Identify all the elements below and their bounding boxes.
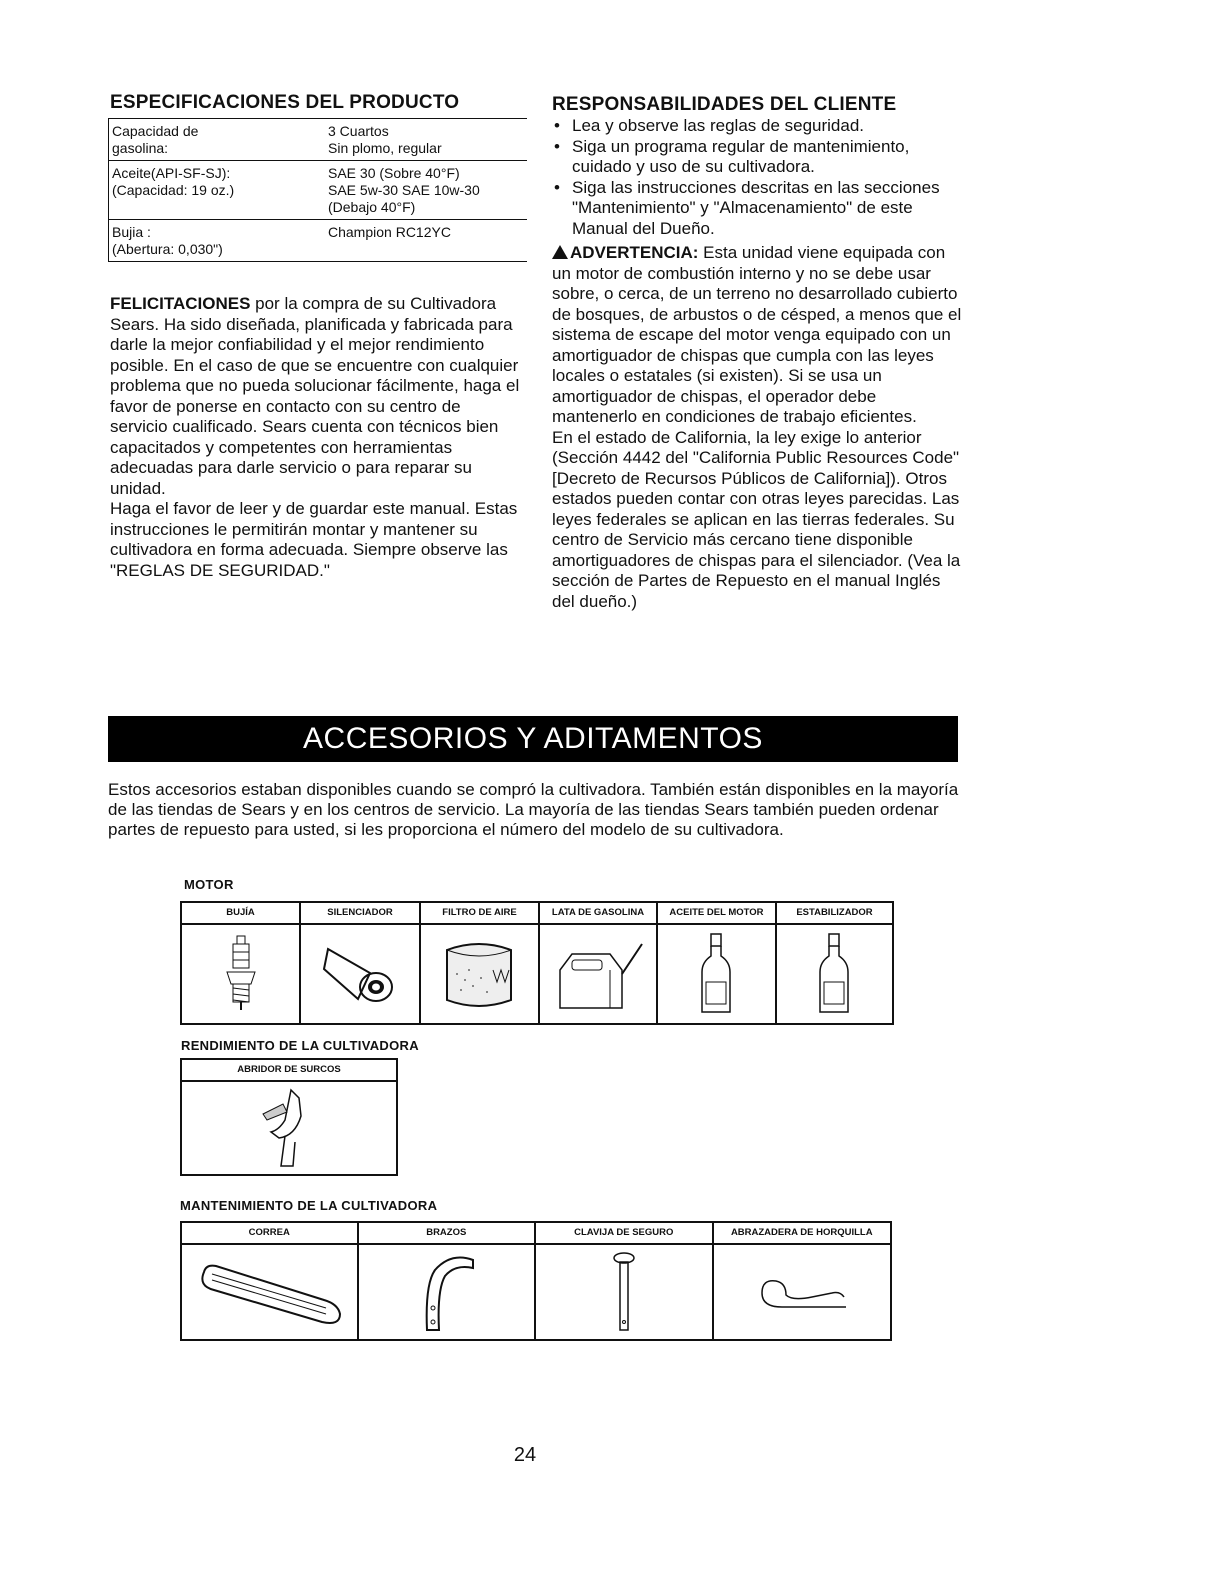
warning-label: ADVERTENCIA: xyxy=(570,243,699,262)
performance-title: RENDIMIENTO DE LA CULTIVADORA xyxy=(181,1038,419,1053)
maintenance-grid xyxy=(180,1221,892,1341)
spark-plug-icon xyxy=(182,925,299,1023)
accessory-gas-can xyxy=(540,903,658,1023)
warning-text: Esta unidad viene equipada con un motor de combustión interno y no se debe usar sobre, o cerca, de un terreno no desarrollado cubierto de bosques, de arbustos o de césped, a menos que el sistema de escape del motor venga equipado con un amortiguador de chispas que cumpla con las leyes locales o estatales (si existen). Si se usa un amortiguador de chispas, el operador debe mantenerlo en condiciones de trabajo eficientes. xyxy=(552,243,962,426)
accessory-label: FILTRO DE AIRE xyxy=(421,903,538,925)
list-item: • Siga las instrucciones descritas en las secciones "Mantenimiento" y "Almacenamiento" de este Manual del Dueño. xyxy=(552,178,964,240)
oil-bottle-icon xyxy=(658,925,775,1023)
furrower-icon xyxy=(182,1082,396,1174)
accessory-belt xyxy=(182,1223,359,1339)
spec-value: Champion RC12YC xyxy=(328,224,451,240)
accessory-hairpin-clip xyxy=(714,1223,890,1339)
accessory-tines xyxy=(359,1223,537,1339)
congrats-paragraph xyxy=(110,294,520,499)
accessory-label: LATA DE GASOLINA xyxy=(540,903,656,925)
congrats-section xyxy=(110,294,520,581)
california-paragraph: En el estado de California, la ley exige lo anterior (Sección 4442 del "California Public Resources Code" [Decreto de Recursos Públicos de California]). Otros estados pueden contar con otras leyes parecidas. Las leyes federales se aplican en las tierras federales. Su centro de Servicio más cercano tiene disponible amortiguadores de chispas para el silenciador. (Vea la sección de Partes de Repuesto en el manual Inglés del dueño.) xyxy=(552,427,961,611)
accessory-furrower xyxy=(182,1060,396,1174)
accessories-banner: ACCESORIOS Y ADITAMENTOS xyxy=(108,716,958,762)
customer-section xyxy=(552,116,964,612)
spec-key: Capacidad de gasolina: xyxy=(112,123,199,156)
tine-icon xyxy=(359,1245,535,1339)
air-filter-icon xyxy=(421,925,538,1023)
accessory-clevis-pin xyxy=(536,1223,714,1339)
specs-table xyxy=(108,118,527,262)
accessory-label: ABRIDOR DE SURCOS xyxy=(182,1060,396,1082)
clevis-pin-icon xyxy=(536,1245,712,1339)
list-item: • Lea y observe las reglas de seguridad. xyxy=(552,116,964,137)
spec-value: SAE 30 (Sobre 40°F) SAE 5w-30 SAE 10w-30 (Debajo 40°F) xyxy=(328,165,480,215)
performance-grid xyxy=(180,1058,398,1176)
customer-title: RESPONSABILIDADES DEL CLIENTE xyxy=(552,94,897,115)
page-number: 24 xyxy=(513,1444,537,1466)
congrats-lead: FELICITACIONES xyxy=(110,294,251,313)
accessory-spark-plug xyxy=(182,903,301,1023)
motor-grid xyxy=(180,901,894,1025)
spec-row-spark-plug xyxy=(109,220,527,261)
accessory-label: BUJÍA xyxy=(182,903,299,925)
accessory-label: ABRAZADERA DE HORQUILLA xyxy=(714,1223,890,1245)
spec-value: 3 Cuartos Sin plomo, regular xyxy=(328,123,442,156)
spec-key: Aceite(API-SF-SJ): (Capacidad: 19 oz.) xyxy=(112,165,235,198)
accessory-air-filter xyxy=(421,903,540,1023)
accessories-intro: Estos accesorios estaban disponibles cuando se compró la cultivadora. También están disponibles en la mayoría de las tiendas de Sears y en los centros de servicio. La mayoría de las tiendas Sears también pueden ordenar partes de repuesto para usted, si les proporciona el número del modelo de su cultivadora. xyxy=(108,780,959,839)
accessory-label: ESTABILIZADOR xyxy=(777,903,892,925)
spec-row-fuel xyxy=(109,119,527,161)
gas-can-icon xyxy=(540,925,656,1023)
maintenance-title: MANTENIMIENTO DE LA CULTIVADORA xyxy=(180,1198,438,1213)
hairpin-clip-icon xyxy=(714,1245,890,1339)
warning-paragraph xyxy=(552,243,964,428)
congrats-text: por la compra de su Cultivadora Sears. Ha sido diseñada, planificada y fabricada para darle la mejor confiabilidad y el mejor rendimiento posible. En el caso de que se encuentre con cualquier problema que no pueda solucionar fácilmente, haga el favor de ponerse en contacto con su centro de servicio cualificado. Sears cuenta con técnicos bien capacitados y competentes con herramientas adecuadas para darle servicio o para reparar su unidad. xyxy=(110,294,520,498)
motor-title: MOTOR xyxy=(184,877,234,892)
accessory-engine-oil xyxy=(658,903,777,1023)
specs-title: ESPECIFICACIONES DEL PRODUCTO xyxy=(110,92,460,113)
accessory-label: ACEITE DEL MOTOR xyxy=(658,903,775,925)
muffler-icon xyxy=(301,925,419,1023)
list-item: • Siga un programa regular de mantenimiento, cuidado y uso de su cultivadora. xyxy=(552,137,964,178)
accessory-label: BRAZOS xyxy=(359,1223,535,1245)
stabilizer-bottle-icon xyxy=(777,925,892,1023)
accessory-stabilizer xyxy=(777,903,892,1023)
responsibility-list xyxy=(552,116,964,239)
accessory-label: CLAVIJA DE SEGURO xyxy=(536,1223,712,1245)
belt-icon xyxy=(182,1245,357,1339)
accessory-label: CORREA xyxy=(182,1223,357,1245)
accessory-muffler xyxy=(301,903,421,1023)
warning-icon xyxy=(552,245,568,259)
spec-key: Bujia : (Abertura: 0,030") xyxy=(112,224,223,257)
congrats-paragraph-2: Haga el favor de leer y de guardar este manual. Estas instrucciones le permitirán montar y mantener su cultivadora en forma adecuada. Siempre observe las "REGLAS DE SEGURIDAD." xyxy=(110,499,518,580)
spec-row-oil xyxy=(109,161,527,220)
accessory-label: SILENCIADOR xyxy=(301,903,419,925)
